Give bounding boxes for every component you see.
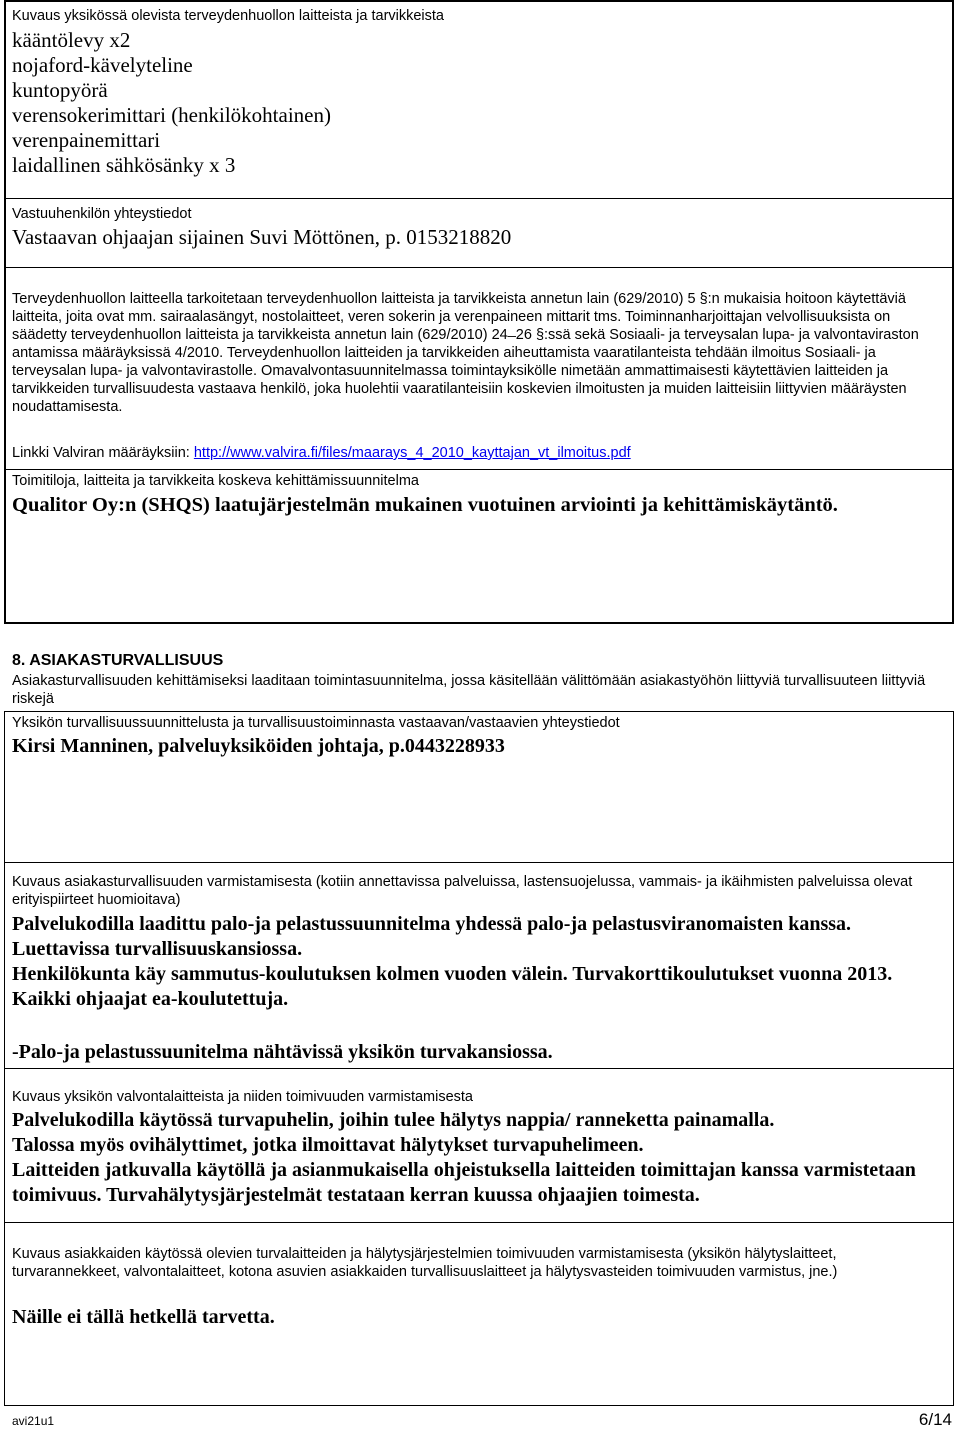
text-line: Palvelukodilla käytössä turvapuhelin, joihin tulee hälytys nappia/ ranneketta painamalla. [12,1109,775,1131]
text-line: Laitteiden jatkuvalla käytöllä ja asianmukaisella ohjeistuksella laitteiden toimittajan kanssa varmistetaan toimivuus. Turvahälytysjärjestelmät testataan kerran kuussa ohjaajien toimesta. [12,1159,916,1206]
doc-id: avi21u1 [12,1414,55,1428]
text-line: Talossa myös ovihälyttimet, jotka ilmoittavat hälytykset turvapuhelimeen. [12,1134,644,1156]
list-item: verenpainemittari [12,128,161,152]
customer-devices-label: Kuvaus asiakkaiden käytössä olevien turvalaitteiden ja hälytysjärjestelmien toimivuuden varmistamisesta (yksikön hälytyslaitteet, turvarannekkeet, valvontalaitteet, kotona asuvien asiakkaiden turvallisuuslaitteet ja hälytysvasteiden toimivuuden varmistus, jne.) [12,1246,838,1280]
section-number: 8. [12,652,26,669]
list-item: laidallinen sähkösänky x 3 [12,153,236,177]
text-line: Henkilökunta käy sammutus-koulutuksen kolmen vuoden välein. Turvakorttikoulutukset vuonna 2013. Kaikki ohjaajat ea-koulutettuja. [12,963,893,1010]
list-item: nojaford-kävelyteline [12,53,193,77]
text-line: Palvelukodilla laadittu palo-ja pelastussuunnitelma yhdessä palo-ja pelastusviranomaisten kanssa. [12,913,852,935]
list-item: kuntopyörä [12,78,108,102]
devices-label: Kuvaus yksikössä olevista terveydenhuollon laitteista ja tarvikkeista [12,8,444,24]
divider [4,198,954,199]
section-intro: Asiakasturvallisuuden kehittämiseksi laaditaan toimintasuunnitelma, jossa käsitellään välittömään asiakastyöhön liittyviä turvallisuuteen liittyviä riskejä [12,673,926,707]
devices-list [12,28,947,178]
home-safety-lines [12,912,947,1012]
valvira-link[interactable]: http://www.valvira.fi/files/maarays_4_2010_kayttajan_vt_ilmoitus.pdf [193,445,631,461]
valvira-link-line [12,444,947,462]
link-prefix: Linkki Valviran määräyksiin: [12,445,194,461]
divider [4,469,954,470]
safety-contact-label: Yksikön turvallisuussuunnittelusta ja turvallisuustoiminnasta vastaavan/vastaavien yhteystiedot [12,715,620,731]
monitoring-label: Kuvaus yksikön valvontalaitteista ja niiden toimivuuden varmistamisesta [12,1089,473,1105]
list-item: verensokerimittari (henkilökohtainen) [12,103,331,127]
monitoring-lines [12,1108,947,1208]
home-safety-label: Kuvaus asiakasturvallisuuden varmistamisesta (kotiin annettavissa palveluissa, lastensuojelussa, vammais- ja ikäihmisten palveluissa olevat erityispiirteet huomioitava) [12,874,913,908]
contact-label: Vastuuhenkilön yhteystiedot [12,206,192,222]
divider [4,267,954,268]
device-regulation-text: Terveydenhuollon laitteella tarkoitetaan terveydenhuollon laitteista ja tarvikkeista annetun lain (629/2010) 5 §:n mukaisia hoitoon käytettäviä laitteita, joita ovat mm. sairaalasängyt, nostolaitteet, veren sokerin ja verenpaineen mittarit tms. Toiminnanharjoittajan velvollisuuksista on säädetty terveydenhuollon laitteista ja tarvikkeista annetun lain (629/2010) 24 ̶ 26 §:ssä sekä Sosiaali- ja terveysalan lupa- ja valvontaviraston antamissa määräyksissä 4/2010. Terveydenhuollon laitteiden ja tarvikkeiden aiheuttamista vaaratilanteista tehdään ilmoitus Sosiaali- ja terveysalan lupa- ja valvontavirastolle. Omavalvontasuunnitelmassa toimintayksikölle nimetään ammattimaisesti käytettävien laitteiden ja tarvikkeiden turvallisuudesta vastaava henkilö, joka huolehtii vaaratilanteisiin koskevien ilmoitusten ja muiden laitteisiin liittyvien määräysten noudattamisesta. [12,291,919,415]
contact-value: Vastaavan ohjaajan sijainen Suvi Möttönen, p. 0153218820 [12,225,512,249]
section-title: ASIAKASTURVALLISUUS [29,652,224,669]
safety-contact-value: Kirsi Manninen, palveluyksiköiden johtaja, p.0443228933 [12,735,505,757]
list-item: kääntölevy x2 [12,28,131,52]
text-line: Luettavissa turvallisuuskansiossa. [12,938,303,960]
section-heading [12,652,947,670]
page-number: 6/14 [918,1410,952,1429]
customer-devices-value: Näille ei tällä hetkellä tarvetta. [12,1306,275,1328]
dev-plan-label: Toimitiloja, laitteita ja tarvikkeita koskeva kehittämissuunnitelma [12,473,419,489]
dev-plan-value: Qualitor Oy:n (SHQS) laatujärjestelmän mukainen vuotuinen arviointi ja kehittämiskäytäntö. [12,494,838,516]
home-safety-extra: -Palo-ja pelastussuunitelma nähtävissä yksikön turvakansiossa. [12,1041,553,1063]
